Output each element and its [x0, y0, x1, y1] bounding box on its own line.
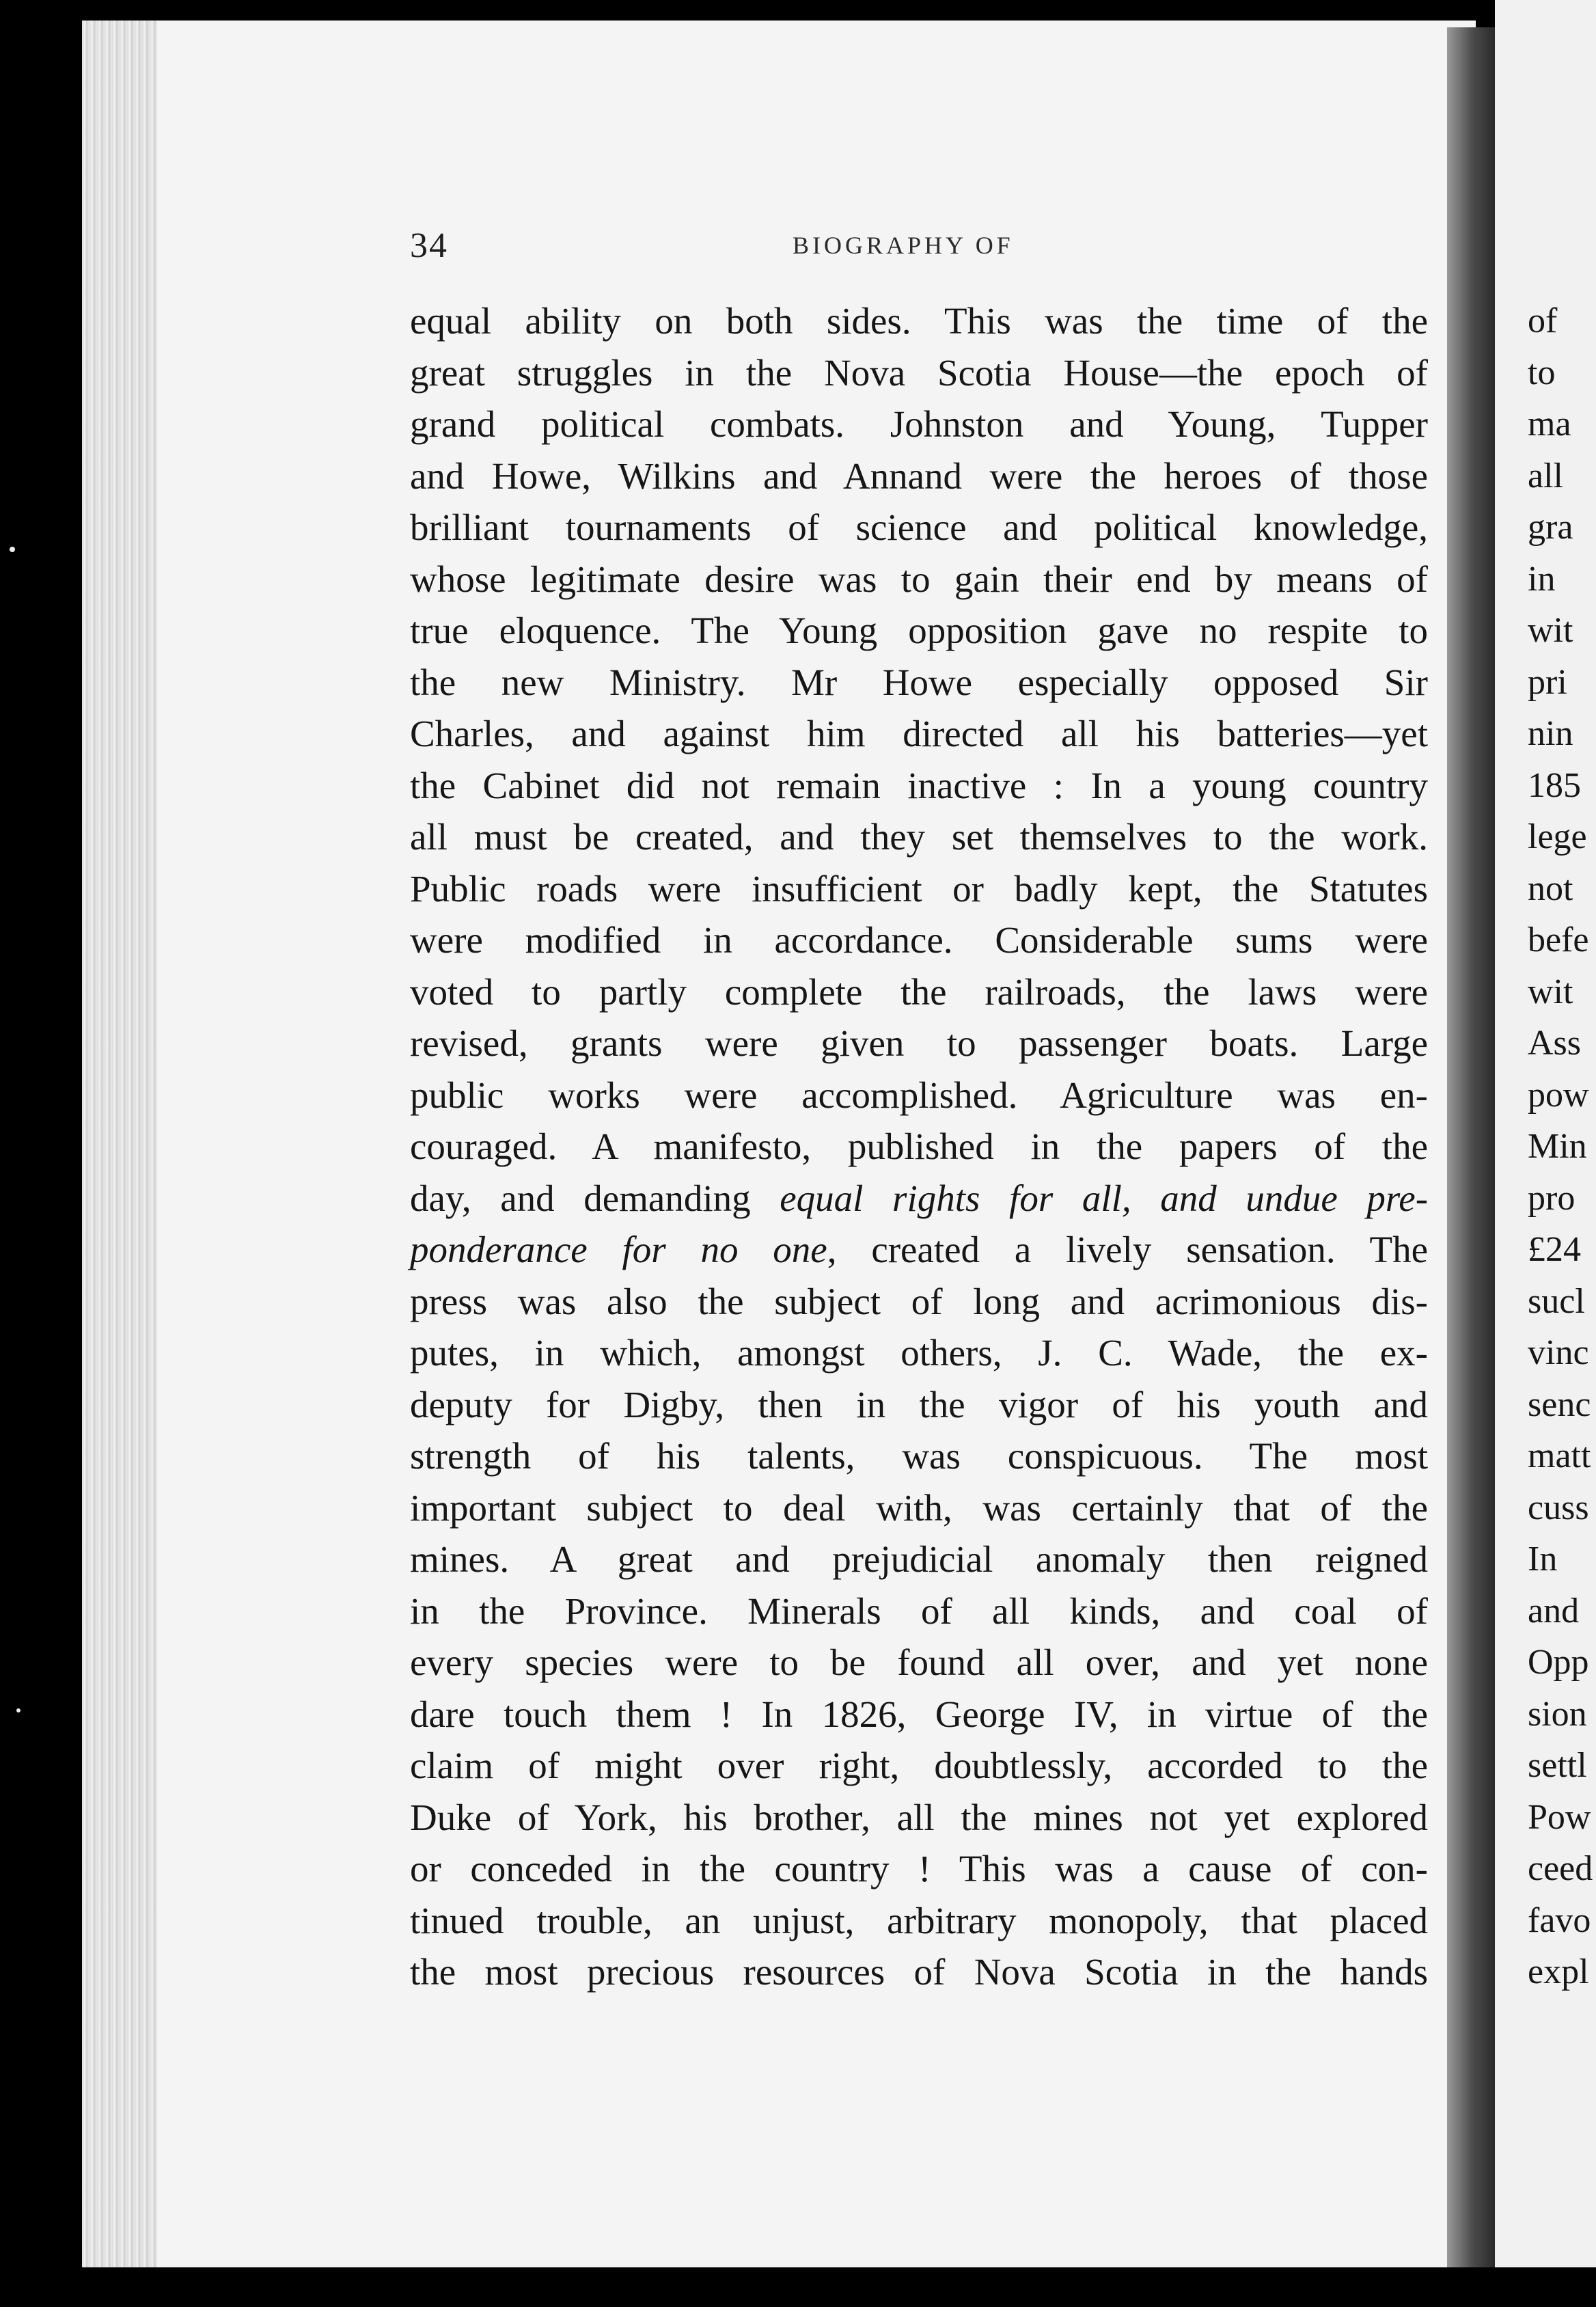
fragment: ma — [1528, 405, 1571, 443]
body-text — [410, 295, 1428, 1998]
fragment: ceed — [1528, 1849, 1593, 1888]
text-line: Charles, and against him directed all his batteries—yet — [410, 713, 1428, 754]
text-line: equal ability on both sides. This was the time of the — [410, 300, 1428, 342]
fragment: expl — [1528, 1952, 1589, 1991]
text-line: grand political combats. Johnston and Young, Tupper — [410, 403, 1428, 445]
fragment: pow — [1528, 1075, 1589, 1115]
text-line-with-italic — [410, 1173, 1428, 1225]
scan-border — [82, 2267, 1596, 2307]
text-line: the new Ministry. Mr Howe especially opposed Sir — [410, 661, 1428, 703]
italic-quote: equal rights for all, and undue pre- — [780, 1177, 1429, 1219]
fragment: nin — [1528, 714, 1573, 753]
fragment: wit — [1528, 972, 1573, 1011]
page-edges — [82, 21, 157, 2276]
text-line: every species were to be found all over, and yet none — [410, 1641, 1428, 1683]
fragment: 185 — [1528, 765, 1581, 805]
right-page-fragments — [1528, 295, 1596, 1998]
text-line: public works were accomplished. Agriculture was en- — [410, 1074, 1428, 1116]
text-line: strength of his talents, was conspicuous. The most — [410, 1435, 1428, 1477]
text-line: couraged. A manifesto, published in the papers of the — [410, 1125, 1428, 1167]
fragment: to — [1528, 353, 1556, 392]
fragment: lege — [1528, 817, 1587, 856]
text-segment: , created a lively sensation. The — [827, 1229, 1428, 1270]
text-line: tinued trouble, an unjust, arbitrary monopoly, that placed — [410, 1899, 1428, 1941]
fragment: settl — [1528, 1746, 1587, 1785]
page-number: 34 — [410, 226, 448, 265]
fragment: befe — [1528, 920, 1589, 959]
text-line-with-italic — [410, 1224, 1428, 1276]
fragment: senc — [1528, 1384, 1591, 1424]
text-line: were modified in accordance. Considerable sums were — [410, 919, 1428, 961]
text-line: revised, grants were given to passenger boats. Large — [410, 1022, 1428, 1064]
fragment: gra — [1528, 508, 1573, 547]
fragment: £24 — [1528, 1230, 1581, 1269]
text-line: or conceded in the country ! This was a cause of con- — [410, 1848, 1428, 1889]
fragment: and — [1528, 1591, 1580, 1630]
text-line: deputy for Digby, then in the vigor of his youth and — [410, 1383, 1428, 1425]
fragment: Pow — [1528, 1797, 1591, 1837]
fragment: favo — [1528, 1900, 1591, 1940]
text-line: mines. A great and prejudicial anomaly then reigned — [410, 1538, 1428, 1580]
fragment: all — [1528, 456, 1563, 495]
text-line: voted to partly complete the railroads, the laws were — [410, 970, 1428, 1013]
fragment: sucl — [1528, 1281, 1585, 1321]
running-head — [410, 226, 1421, 267]
fragment: vinc — [1528, 1333, 1589, 1372]
text-line: putes, in which, amongst others, J. C. Wade, the ex- — [410, 1332, 1428, 1374]
text-line: dare touch them ! In 1826, George IV, in virtue of the — [410, 1693, 1428, 1735]
fragment: cuss — [1528, 1488, 1589, 1527]
text-line: claim of might over right, doubtlessly, accorded to the — [410, 1745, 1428, 1786]
fragment: Ass — [1528, 1024, 1582, 1063]
text-line: press was also the subject of long and acrimonious dis- — [410, 1280, 1428, 1322]
fragment: pro — [1528, 1178, 1576, 1218]
fragment: sion — [1528, 1694, 1587, 1734]
book-gutter — [1447, 27, 1495, 2296]
text-line: true eloquence. The Young opposition gave no respite to — [410, 610, 1428, 651]
fragment: not — [1528, 869, 1573, 908]
fragment: wit — [1528, 611, 1573, 650]
fragment: In — [1528, 1540, 1558, 1579]
fragment: Min — [1528, 1127, 1587, 1166]
text-line: great struggles in the Nova Scotia House—the epoch of — [410, 351, 1428, 394]
text-line: important subject to deal with, was certainly that of the — [410, 1486, 1428, 1529]
scan-speck — [10, 547, 15, 552]
fragment: of — [1528, 301, 1558, 340]
text-line: the most precious resources of Nova Scotia in the hands — [410, 1951, 1428, 1993]
running-title: BIOGRAPHY OF — [793, 232, 1014, 259]
fragment: matt — [1528, 1436, 1591, 1475]
scan-speck — [16, 1708, 20, 1712]
text-line: all must be created, and they set themselves to the work. — [410, 816, 1428, 858]
fragment: Opp — [1528, 1643, 1589, 1682]
fragment: in — [1528, 559, 1556, 599]
text-line: brilliant tournaments of science and political knowledge, — [410, 506, 1428, 548]
text-line: Public roads were insufficient or badly kept, the Statutes — [410, 867, 1428, 910]
fragment: pri — [1528, 662, 1567, 702]
text-segment: day, and demanding — [410, 1177, 780, 1219]
text-line: in the Province. Minerals of all kinds, and coal of — [410, 1589, 1428, 1632]
text-line: Duke of York, his brother, all the mines not yet explored — [410, 1796, 1428, 1838]
italic-quote: ponderance for no one — [410, 1229, 827, 1270]
text-line: and Howe, Wilkins and Annand were the heroes of those — [410, 454, 1428, 497]
text-line: the Cabinet did not remain inactive : In a young country — [410, 764, 1428, 806]
text-line: whose legitimate desire was to gain their end by means of — [410, 558, 1428, 600]
